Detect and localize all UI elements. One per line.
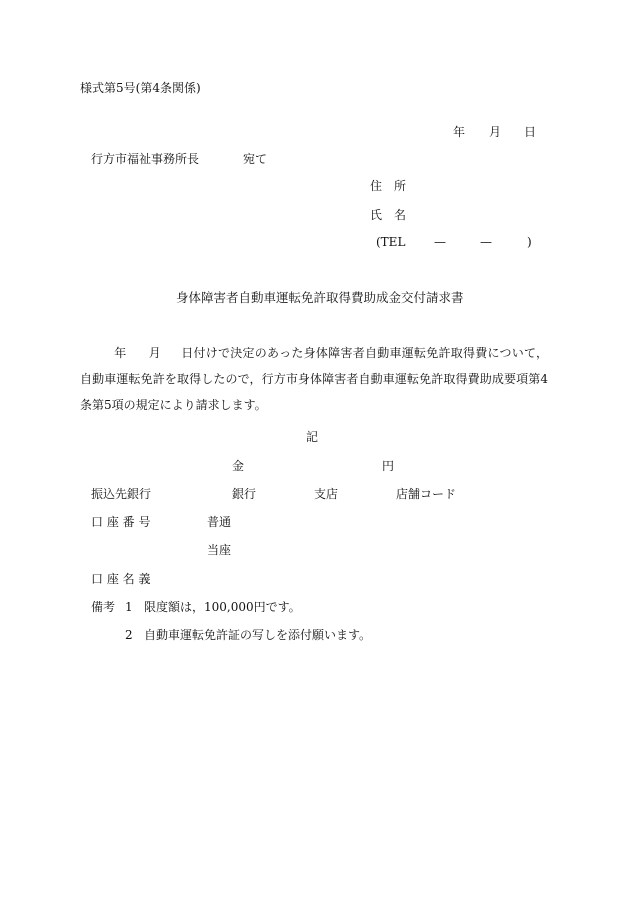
account-name-label: 口 座 名 義 <box>91 572 151 586</box>
branch-suffix: 支店 <box>314 487 339 501</box>
bank-label: 振込先銀行 <box>91 487 152 501</box>
document-title: 身体障害者自動車運転免許取得費助成金交付請求書 <box>176 290 464 305</box>
body-month-label: 月 <box>148 346 162 360</box>
body-paragraph <box>80 340 548 418</box>
address-label: 住 所 <box>370 179 407 193</box>
form-number: 様式第5号(第4条関係) <box>80 81 201 95</box>
account-type-ordinary: 普通 <box>207 515 232 529</box>
branch-code-label: 店舗コード <box>396 487 457 501</box>
body-text: 日付けで決定のあった身体障害者自動車運転免許取得費について，自動車運転免許を取得したので，行方市身体障害者自動車運転免許取得費助成要項第4条第5項の規定により請求します。 <box>80 346 548 412</box>
amount-unit: 円 <box>382 459 395 473</box>
tel-dash-1: — <box>434 235 446 249</box>
body-year-label: 年 <box>114 346 127 360</box>
date-year-label: 年 <box>453 125 466 139</box>
tel-close: ) <box>527 235 532 249</box>
amount-label: 金 <box>232 459 245 473</box>
notes-label: 備考 <box>91 600 116 614</box>
tel-dash-2: — <box>480 235 492 249</box>
addressee-suffix: 宛て <box>243 152 268 166</box>
name-label: 氏 名 <box>370 208 407 222</box>
note-2-text: 自動車運転免許証の写しを添付願います。 <box>144 628 372 642</box>
date-day-label: 日 <box>524 125 537 139</box>
note-1-text: 限度額は，100,000円です。 <box>144 600 301 614</box>
account-number-label: 口 座 番 号 <box>91 515 151 529</box>
date-month-label: 月 <box>489 125 502 139</box>
note-1-number: 1 <box>125 600 133 614</box>
ki-label: 記 <box>306 430 319 444</box>
account-type-current: 当座 <box>207 543 232 557</box>
bank-suffix: 銀行 <box>232 487 257 501</box>
note-2-number: 2 <box>125 628 133 642</box>
addressee-name: 行方市福祉事務所長 <box>91 152 200 166</box>
tel-label: (TEL <box>376 235 406 249</box>
